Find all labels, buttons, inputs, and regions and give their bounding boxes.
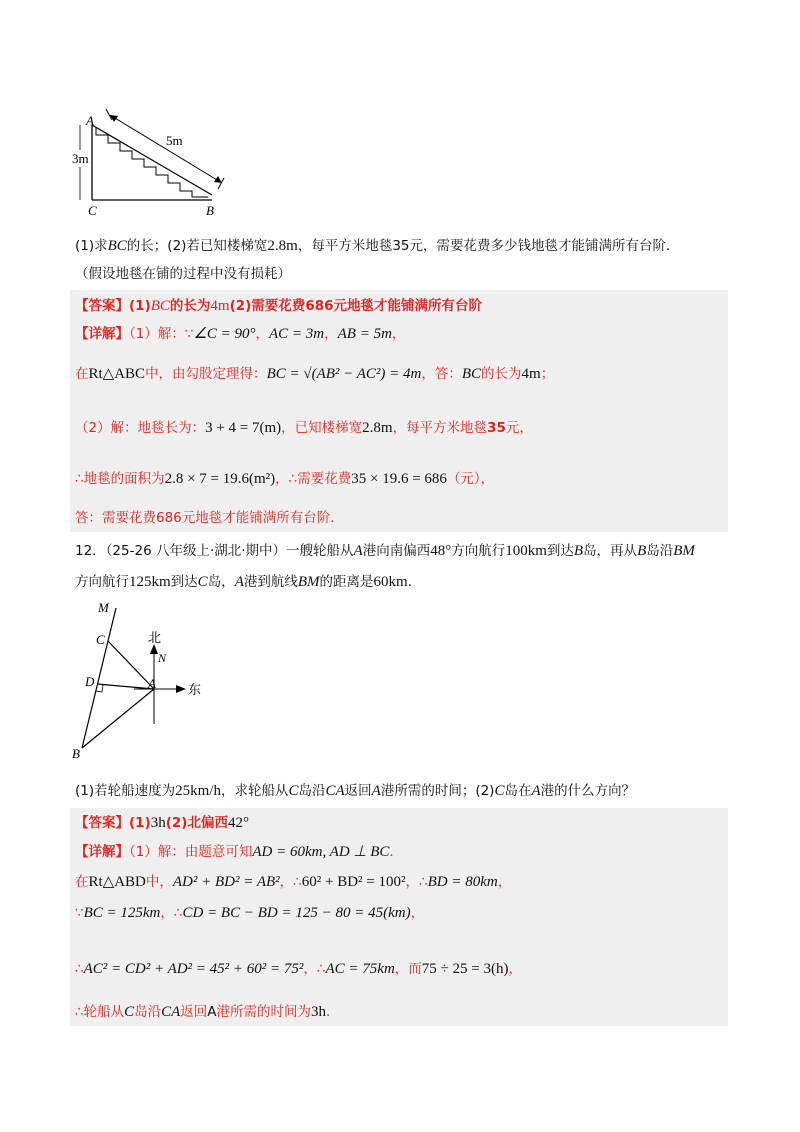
q11-note: （假设地毯在铺的过程中没有损耗） <box>75 266 291 282</box>
q12-detail-line1: 【详解】（1）解：由题意可知AD = 60km, AD ⊥ BC． <box>75 844 403 860</box>
navigation-figure <box>68 596 218 766</box>
fig1-label-hypotenuse: 5m <box>166 133 183 148</box>
q12-detail-line3: ∵BC = 125km，∴CD = BC − BD = 125 − 80 = 45(km)， <box>75 905 425 921</box>
fig2-label-c: C <box>96 632 105 647</box>
q12-statement-line1: 12．（25-26 八年级上·湖北·期中）一艘轮船从A港向南偏西48°方向航行100km到达B岛，再从B岛沿BM <box>75 543 695 559</box>
fig2-label-d: D <box>85 674 95 689</box>
fig2-label-n: N <box>158 651 167 665</box>
q12-detail-line4: ∴AC² = CD² + AD² = 45² + 60² = 75²，∴AC = 75km，而75 ÷ 25 = 3(h)， <box>75 961 522 977</box>
q11-detail-line3: （2）解：地毯长为：3 + 4 = 7(m)，已知楼梯宽2.8m，每平方米地毯35元， <box>75 420 533 436</box>
q12-answer: 【答案】(1)3h(2)北偏西42° <box>75 815 249 831</box>
q12-detail-line2: 在Rt△ABD中，AD² + BD² = AB²，∴60² + BD² = 100²，∴BD = 80km， <box>75 874 512 890</box>
q12-statement-line2: 方向航行125km到达C岛，A港到航线BM的距离是60km． <box>75 574 422 590</box>
fig2-label-north: 北 <box>148 631 162 646</box>
q12-question: (1)若轮船速度为25km/h，求轮船从C岛沿CA返回A港所需的时间；(2)C岛在A港的什么方向？ <box>75 783 636 799</box>
staircase-figure <box>72 105 232 220</box>
q11-detail-line1: 【详解】（1）解：∵∠C = 90°，AC = 3m，AB = 5m， <box>75 326 406 342</box>
fig2-label-m: M <box>98 600 109 615</box>
q12-detail-line5: ∴轮船从C岛沿CA返回A港所需的时间为3h． <box>75 1004 340 1020</box>
fig1-label-c: C <box>88 203 97 218</box>
fig1-label-a: A <box>86 113 94 128</box>
q11-detail-line5: 答：需要花费686元地毯才能铺满所有台阶． <box>75 510 344 526</box>
q11-detail-line2: 在Rt△ABC中，由勾股定理得：BC = √(AB² − AC²) = 4m，答：BC的长为4m； <box>75 366 555 382</box>
fig1-label-b: B <box>206 203 214 218</box>
q11-detail-line4: ∴地毯的面积为2.8 × 7 = 19.6(m²)，∴需要花费35 × 19.6 = 686（元）， <box>75 471 495 487</box>
fig2-label-a: A <box>148 676 156 691</box>
fig2-label-east: 东 <box>188 683 202 698</box>
q11-answer: 【答案】(1)BC的长为4m(2)需要花费686元地毯才能铺满所有台阶 <box>75 298 482 314</box>
fig2-label-b: B <box>72 746 80 761</box>
q11-question: (1)求BC的长；(2)若已知楼梯宽2.8m，每平方米地毯35元，需要花费多少钱地毯才能铺满所有台阶． <box>75 238 680 254</box>
fig1-label-height: 3m <box>72 151 89 166</box>
